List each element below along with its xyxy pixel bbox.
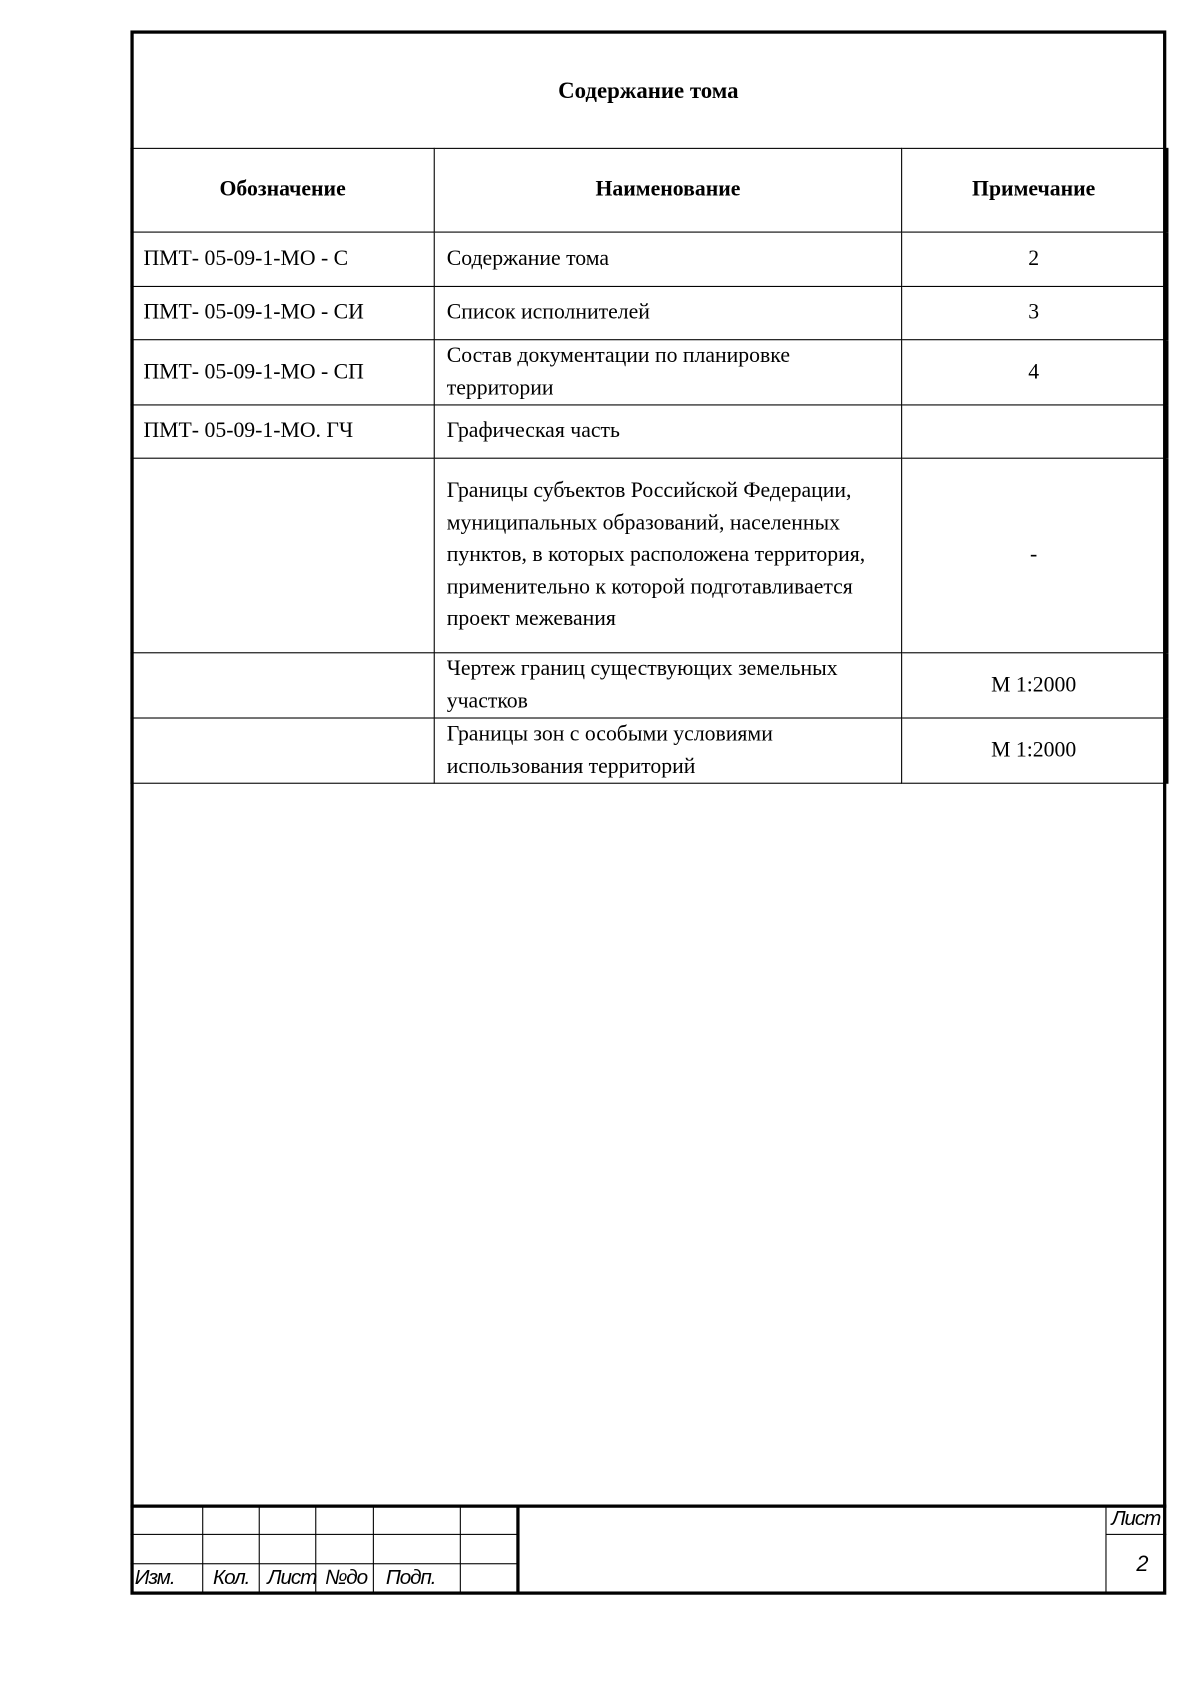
row-note: 2	[902, 232, 1167, 286]
row-name: Графическая часть	[434, 405, 901, 458]
label-podp: Подп.	[385, 1566, 436, 1590]
sheet-number: 2	[1136, 1552, 1149, 1577]
row-note	[902, 405, 1167, 458]
header-note: Примечание	[902, 148, 1167, 232]
row-note: 4	[902, 340, 1167, 405]
row-designation: ПМТ- 05-09-1-МО - СИ	[131, 286, 434, 339]
title-block-top-line	[130, 1505, 1166, 1508]
row-name: Границы субъектов Российской Федерации, муниципальных образований, населенных пунктов, в которых расположена территория, применительно к которой подготавливается проект межевания	[434, 458, 901, 653]
title-block-col-line	[516, 1505, 519, 1594]
header-name: Наименование	[434, 148, 901, 232]
header-designation: Обозначение	[131, 148, 434, 232]
row-designation: ПМТ- 05-09-1-МО - С	[131, 232, 434, 286]
row-name: Список исполнителей	[434, 286, 901, 339]
title-block-col-line	[202, 1505, 203, 1594]
title-block-col-line	[460, 1505, 461, 1594]
table-row	[131, 286, 1167, 339]
title-block-col-line	[373, 1505, 374, 1594]
label-list: Лист	[267, 1566, 317, 1590]
row-name: Состав документации по планировке территории	[434, 340, 901, 405]
label-izm: Изм.	[134, 1566, 175, 1590]
label-ndoc: №до	[325, 1566, 368, 1590]
row-note: М 1:2000	[902, 718, 1167, 783]
table-row	[131, 340, 1167, 405]
sheet-cell-divider	[1105, 1505, 1106, 1594]
row-designation	[131, 718, 434, 783]
label-kol: Кол.	[213, 1566, 250, 1590]
table-row	[131, 458, 1167, 653]
table-header-row	[131, 148, 1167, 232]
contents-table	[130, 148, 1168, 784]
table-row	[131, 232, 1167, 286]
table-row	[131, 405, 1167, 458]
document-title: Содержание тома	[558, 77, 739, 104]
row-note: -	[902, 458, 1167, 653]
row-designation	[131, 653, 434, 718]
table-row	[131, 718, 1167, 783]
title-block-col-line	[259, 1505, 260, 1594]
row-name: Содержание тома	[434, 232, 901, 286]
row-note: М 1:2000	[902, 653, 1167, 718]
row-designation: ПМТ- 05-09-1-МО. ГЧ	[131, 405, 434, 458]
row-designation: ПМТ- 05-09-1-МО - СП	[131, 340, 434, 405]
row-name: Границы зон с особыми условиями использования территорий	[434, 718, 901, 783]
row-note: 3	[902, 286, 1167, 339]
sheet-label: Лист	[1111, 1507, 1161, 1531]
row-name: Чертеж границ существующих земельных участков	[434, 653, 901, 718]
table-row	[131, 653, 1167, 718]
row-designation	[131, 458, 434, 653]
